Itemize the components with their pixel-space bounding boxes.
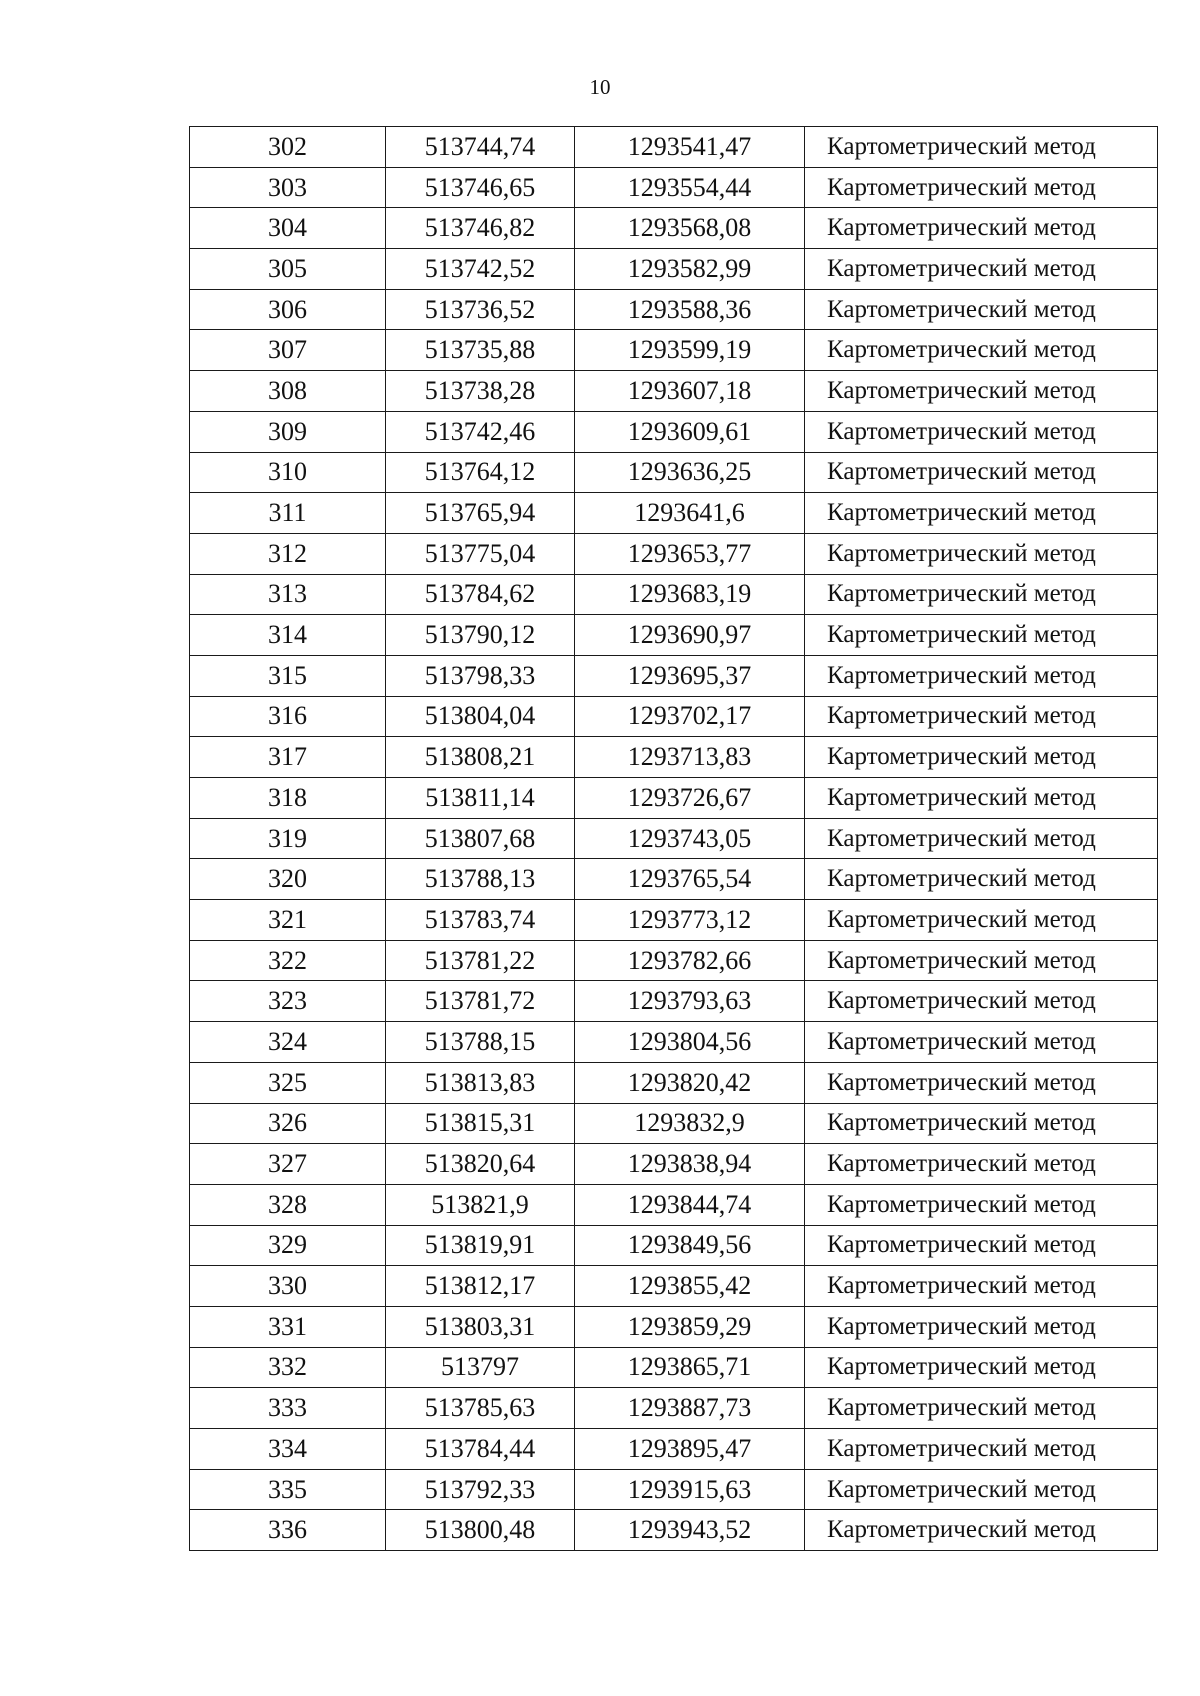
table-row	[190, 452, 1158, 493]
point-number-cell: 316	[190, 696, 386, 737]
table-row	[190, 289, 1158, 330]
y-coordinate-cell: 1293599,19	[575, 330, 805, 371]
y-coordinate-cell: 1293832,9	[575, 1103, 805, 1144]
method-cell: Картометрический метод	[805, 1266, 1158, 1307]
method-cell: Картометрический метод	[805, 452, 1158, 493]
x-coordinate-cell: 513808,21	[386, 737, 575, 778]
table-row	[190, 371, 1158, 412]
method-cell: Картометрический метод	[805, 330, 1158, 371]
table-row	[190, 1022, 1158, 1063]
table-row	[190, 1469, 1158, 1510]
x-coordinate-cell: 513800,48	[386, 1510, 575, 1551]
y-coordinate-cell: 1293609,61	[575, 411, 805, 452]
x-coordinate-cell: 513784,62	[386, 574, 575, 615]
y-coordinate-cell: 1293582,99	[575, 249, 805, 290]
table-row	[190, 208, 1158, 249]
method-cell: Картометрический метод	[805, 940, 1158, 981]
point-number-cell: 323	[190, 981, 386, 1022]
y-coordinate-cell: 1293713,83	[575, 737, 805, 778]
table-row	[190, 1103, 1158, 1144]
y-coordinate-cell: 1293855,42	[575, 1266, 805, 1307]
point-number-cell: 308	[190, 371, 386, 412]
table-row	[190, 249, 1158, 290]
method-cell: Картометрический метод	[805, 289, 1158, 330]
table-row	[190, 696, 1158, 737]
table-row	[190, 127, 1158, 168]
y-coordinate-cell: 1293773,12	[575, 900, 805, 941]
point-number-cell: 330	[190, 1266, 386, 1307]
x-coordinate-cell: 513788,15	[386, 1022, 575, 1063]
table-row	[190, 167, 1158, 208]
x-coordinate-cell: 513764,12	[386, 452, 575, 493]
method-cell: Картометрический метод	[805, 818, 1158, 859]
x-coordinate-cell: 513746,82	[386, 208, 575, 249]
method-cell: Картометрический метод	[805, 1429, 1158, 1470]
coordinates-table	[189, 126, 1158, 1551]
table-row	[190, 1144, 1158, 1185]
y-coordinate-cell: 1293793,63	[575, 981, 805, 1022]
table-row	[190, 574, 1158, 615]
x-coordinate-cell: 513746,65	[386, 167, 575, 208]
method-cell: Картометрический метод	[805, 778, 1158, 819]
x-coordinate-cell: 513744,74	[386, 127, 575, 168]
y-coordinate-cell: 1293568,08	[575, 208, 805, 249]
method-cell: Картометрический метод	[805, 1184, 1158, 1225]
y-coordinate-cell: 1293554,44	[575, 167, 805, 208]
method-cell: Картометрический метод	[805, 900, 1158, 941]
y-coordinate-cell: 1293859,29	[575, 1306, 805, 1347]
point-number-cell: 306	[190, 289, 386, 330]
method-cell: Картометрический метод	[805, 655, 1158, 696]
point-number-cell: 322	[190, 940, 386, 981]
point-number-cell: 311	[190, 493, 386, 534]
y-coordinate-cell: 1293782,66	[575, 940, 805, 981]
table-row	[190, 533, 1158, 574]
x-coordinate-cell: 513807,68	[386, 818, 575, 859]
point-number-cell: 305	[190, 249, 386, 290]
point-number-cell: 304	[190, 208, 386, 249]
y-coordinate-cell: 1293820,42	[575, 1062, 805, 1103]
x-coordinate-cell: 513819,91	[386, 1225, 575, 1266]
page-number: 10	[589, 75, 611, 99]
x-coordinate-cell: 513821,9	[386, 1184, 575, 1225]
coordinates-table-body	[190, 127, 1158, 1551]
point-number-cell: 326	[190, 1103, 386, 1144]
y-coordinate-cell: 1293838,94	[575, 1144, 805, 1185]
method-cell: Картометрический метод	[805, 1022, 1158, 1063]
table-row	[190, 1306, 1158, 1347]
point-number-cell: 325	[190, 1062, 386, 1103]
point-number-cell: 317	[190, 737, 386, 778]
table-row	[190, 981, 1158, 1022]
x-coordinate-cell: 513738,28	[386, 371, 575, 412]
y-coordinate-cell: 1293636,25	[575, 452, 805, 493]
point-number-cell: 307	[190, 330, 386, 371]
x-coordinate-cell: 513811,14	[386, 778, 575, 819]
method-cell: Картометрический метод	[805, 615, 1158, 656]
x-coordinate-cell: 513781,22	[386, 940, 575, 981]
y-coordinate-cell: 1293702,17	[575, 696, 805, 737]
x-coordinate-cell: 513783,74	[386, 900, 575, 941]
method-cell: Картометрический метод	[805, 574, 1158, 615]
table-row	[190, 1266, 1158, 1307]
y-coordinate-cell: 1293844,74	[575, 1184, 805, 1225]
table-row	[190, 859, 1158, 900]
method-cell: Картометрический метод	[805, 371, 1158, 412]
method-cell: Картометрический метод	[805, 1388, 1158, 1429]
y-coordinate-cell: 1293865,71	[575, 1347, 805, 1388]
x-coordinate-cell: 513784,44	[386, 1429, 575, 1470]
table-row	[190, 615, 1158, 656]
y-coordinate-cell: 1293804,56	[575, 1022, 805, 1063]
x-coordinate-cell: 513736,52	[386, 289, 575, 330]
x-coordinate-cell: 513765,94	[386, 493, 575, 534]
y-coordinate-cell: 1293895,47	[575, 1429, 805, 1470]
table-row	[190, 818, 1158, 859]
y-coordinate-cell: 1293683,19	[575, 574, 805, 615]
point-number-cell: 309	[190, 411, 386, 452]
table-row	[190, 1062, 1158, 1103]
point-number-cell: 328	[190, 1184, 386, 1225]
table-row	[190, 1429, 1158, 1470]
table-row	[190, 737, 1158, 778]
x-coordinate-cell: 513742,52	[386, 249, 575, 290]
y-coordinate-cell: 1293641,6	[575, 493, 805, 534]
table-row	[190, 900, 1158, 941]
table-row	[190, 1388, 1158, 1429]
y-coordinate-cell: 1293887,73	[575, 1388, 805, 1429]
method-cell: Картометрический метод	[805, 737, 1158, 778]
point-number-cell: 335	[190, 1469, 386, 1510]
table-row	[190, 940, 1158, 981]
y-coordinate-cell: 1293726,67	[575, 778, 805, 819]
x-coordinate-cell: 513820,64	[386, 1144, 575, 1185]
point-number-cell: 303	[190, 167, 386, 208]
point-number-cell: 314	[190, 615, 386, 656]
x-coordinate-cell: 513798,33	[386, 655, 575, 696]
method-cell: Картометрический метод	[805, 859, 1158, 900]
point-number-cell: 334	[190, 1429, 386, 1470]
point-number-cell: 332	[190, 1347, 386, 1388]
point-number-cell: 327	[190, 1144, 386, 1185]
point-number-cell: 321	[190, 900, 386, 941]
x-coordinate-cell: 513788,13	[386, 859, 575, 900]
table-row	[190, 1347, 1158, 1388]
method-cell: Картометрический метод	[805, 696, 1158, 737]
x-coordinate-cell: 513813,83	[386, 1062, 575, 1103]
table-row	[190, 655, 1158, 696]
y-coordinate-cell: 1293915,63	[575, 1469, 805, 1510]
table-row	[190, 778, 1158, 819]
method-cell: Картометрический метод	[805, 208, 1158, 249]
point-number-cell: 336	[190, 1510, 386, 1551]
point-number-cell: 329	[190, 1225, 386, 1266]
x-coordinate-cell: 513815,31	[386, 1103, 575, 1144]
method-cell: Картометрический метод	[805, 1469, 1158, 1510]
y-coordinate-cell: 1293607,18	[575, 371, 805, 412]
table-row	[190, 1184, 1158, 1225]
point-number-cell: 318	[190, 778, 386, 819]
table-row	[190, 493, 1158, 534]
y-coordinate-cell: 1293690,97	[575, 615, 805, 656]
method-cell: Картометрический метод	[805, 127, 1158, 168]
x-coordinate-cell: 513803,31	[386, 1306, 575, 1347]
y-coordinate-cell: 1293653,77	[575, 533, 805, 574]
point-number-cell: 333	[190, 1388, 386, 1429]
method-cell: Картометрический метод	[805, 167, 1158, 208]
method-cell: Картометрический метод	[805, 1510, 1158, 1551]
y-coordinate-cell: 1293765,54	[575, 859, 805, 900]
y-coordinate-cell: 1293695,37	[575, 655, 805, 696]
x-coordinate-cell: 513790,12	[386, 615, 575, 656]
method-cell: Картометрический метод	[805, 1144, 1158, 1185]
x-coordinate-cell: 513812,17	[386, 1266, 575, 1307]
method-cell: Картометрический метод	[805, 1062, 1158, 1103]
x-coordinate-cell: 513792,33	[386, 1469, 575, 1510]
table-row	[190, 330, 1158, 371]
method-cell: Картометрический метод	[805, 1225, 1158, 1266]
point-number-cell: 313	[190, 574, 386, 615]
x-coordinate-cell: 513742,46	[386, 411, 575, 452]
point-number-cell: 302	[190, 127, 386, 168]
y-coordinate-cell: 1293541,47	[575, 127, 805, 168]
x-coordinate-cell: 513781,72	[386, 981, 575, 1022]
method-cell: Картометрический метод	[805, 1103, 1158, 1144]
method-cell: Картометрический метод	[805, 1306, 1158, 1347]
table-row	[190, 1225, 1158, 1266]
point-number-cell: 331	[190, 1306, 386, 1347]
y-coordinate-cell: 1293943,52	[575, 1510, 805, 1551]
table-row	[190, 1510, 1158, 1551]
x-coordinate-cell: 513735,88	[386, 330, 575, 371]
x-coordinate-cell: 513785,63	[386, 1388, 575, 1429]
method-cell: Картометрический метод	[805, 411, 1158, 452]
y-coordinate-cell: 1293743,05	[575, 818, 805, 859]
point-number-cell: 315	[190, 655, 386, 696]
y-coordinate-cell: 1293588,36	[575, 289, 805, 330]
method-cell: Картометрический метод	[805, 493, 1158, 534]
method-cell: Картометрический метод	[805, 1347, 1158, 1388]
method-cell: Картометрический метод	[805, 533, 1158, 574]
table-row	[190, 411, 1158, 452]
point-number-cell: 324	[190, 1022, 386, 1063]
y-coordinate-cell: 1293849,56	[575, 1225, 805, 1266]
point-number-cell: 310	[190, 452, 386, 493]
x-coordinate-cell: 513775,04	[386, 533, 575, 574]
x-coordinate-cell: 513804,04	[386, 696, 575, 737]
point-number-cell: 312	[190, 533, 386, 574]
method-cell: Картометрический метод	[805, 981, 1158, 1022]
method-cell: Картометрический метод	[805, 249, 1158, 290]
point-number-cell: 319	[190, 818, 386, 859]
point-number-cell: 320	[190, 859, 386, 900]
x-coordinate-cell: 513797	[386, 1347, 575, 1388]
